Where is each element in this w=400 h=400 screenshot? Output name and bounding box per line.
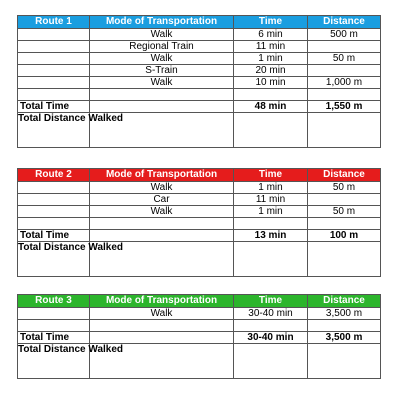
mode-header: Mode of Transportation [90, 16, 234, 29]
leg-time: 1 min [234, 206, 308, 218]
distance-header: Distance [308, 169, 381, 182]
leg-distance: 3,500 m [308, 308, 381, 320]
leg-mode: S-Train [90, 65, 234, 77]
total-time-value: 30-40 min [234, 332, 308, 344]
route-2-header-row [18, 169, 381, 182]
table-row [18, 29, 381, 41]
total-time-row [18, 230, 381, 242]
leg-time: 11 min [234, 41, 308, 53]
leg-time: 6 min [234, 29, 308, 41]
route-name-header: Route 2 [18, 169, 90, 182]
leg-distance: 500 m [308, 29, 381, 41]
total-time-value: 13 min [234, 230, 308, 242]
leg-distance [308, 65, 381, 77]
distance-header: Distance [308, 295, 381, 308]
leg-time: 30-40 min [234, 308, 308, 320]
leg-distance: 50 m [308, 206, 381, 218]
distance-walked-row [18, 344, 381, 379]
leg-mode: Walk [90, 308, 234, 320]
leg-distance: 50 m [308, 53, 381, 65]
table-row [18, 194, 381, 206]
leg-distance: 50 m [308, 182, 381, 194]
distance-header: Distance [308, 16, 381, 29]
route-2-table [17, 168, 381, 277]
table-row [18, 308, 381, 320]
total-time-label: Total Time [18, 230, 90, 242]
distance-walked-row [18, 242, 381, 277]
route-1-table-block [17, 15, 381, 148]
time-header: Time [234, 16, 308, 29]
total-time-value: 48 min [234, 101, 308, 113]
total-distance-value: 1,550 m [308, 101, 381, 113]
distance-walked-row [18, 113, 381, 148]
total-distance-walked-label: Total Distance Walked [18, 242, 90, 277]
route-2-table-block [17, 168, 381, 277]
total-distance-value: 3,500 m [308, 332, 381, 344]
route-name-header: Route 3 [18, 295, 90, 308]
leg-mode: Walk [90, 53, 234, 65]
leg-distance: 1,000 m [308, 77, 381, 89]
leg-mode: Walk [90, 182, 234, 194]
mode-header: Mode of Transportation [90, 169, 234, 182]
route-3-table [17, 294, 381, 379]
total-distance-walked-label: Total Distance Walked [18, 344, 90, 379]
total-time-label: Total Time [18, 101, 90, 113]
spacer-row [18, 320, 381, 332]
total-distance-walked-label: Total Distance Walked [18, 113, 90, 148]
time-header: Time [234, 169, 308, 182]
route-name-header: Route 1 [18, 16, 90, 29]
total-time-row [18, 332, 381, 344]
total-time-row [18, 101, 381, 113]
time-header: Time [234, 295, 308, 308]
table-row [18, 77, 381, 89]
spacer-row [18, 218, 381, 230]
leg-time: 20 min [234, 65, 308, 77]
leg-time: 11 min [234, 194, 308, 206]
leg-time: 1 min [234, 182, 308, 194]
route-1-header-row [18, 16, 381, 29]
table-row [18, 182, 381, 194]
table-row [18, 41, 381, 53]
table-row [18, 53, 381, 65]
route-3-header-row [18, 295, 381, 308]
total-time-label: Total Time [18, 332, 90, 344]
route-1-table [17, 15, 381, 148]
leg-mode: Walk [90, 29, 234, 41]
leg-mode: Walk [90, 206, 234, 218]
spacer-row [18, 89, 381, 101]
leg-mode: Walk [90, 77, 234, 89]
leg-mode: Car [90, 194, 234, 206]
total-distance-value: 100 m [308, 230, 381, 242]
mode-header: Mode of Transportation [90, 295, 234, 308]
leg-distance [308, 194, 381, 206]
table-row [18, 65, 381, 77]
table-row [18, 206, 381, 218]
leg-distance [308, 41, 381, 53]
leg-time: 1 min [234, 53, 308, 65]
route-3-table-block [17, 294, 381, 379]
leg-mode: Regional Train [90, 41, 234, 53]
leg-time: 10 min [234, 77, 308, 89]
